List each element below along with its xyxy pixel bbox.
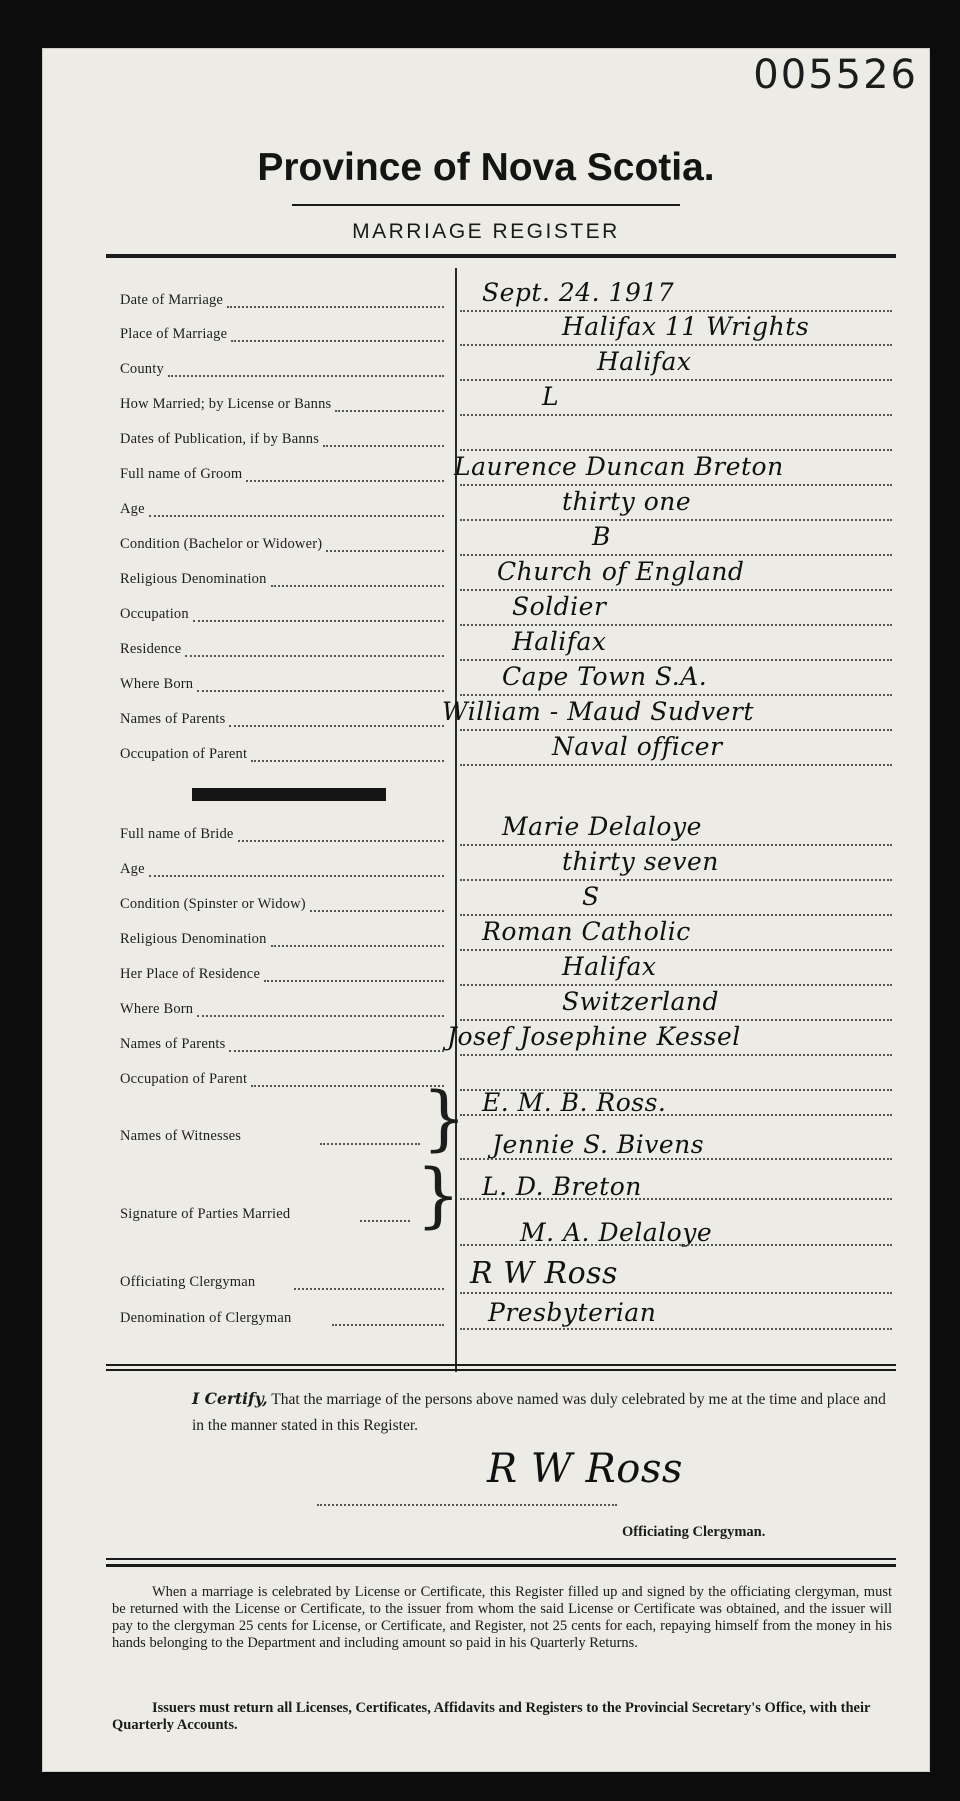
row-value: Roman Catholic xyxy=(482,917,691,946)
form-title: Province of Nova Scotia. xyxy=(257,146,715,189)
document-number: 005526 xyxy=(753,52,918,98)
row-value-line xyxy=(460,554,892,556)
row-value: Sept. 24. 1917 xyxy=(482,278,675,307)
row-value: Halifax xyxy=(512,627,607,656)
row-leader xyxy=(251,1085,444,1087)
register-form xyxy=(42,48,930,1772)
certify-signature-line xyxy=(317,1504,617,1506)
instructions-text: When a marriage is celebrated by License or Certificate, this Register filled up and signed by the officiating clergyman, must be returned with the License or Certificate, to the issuer from whom the said License or Certificate was obtained, and the issuer will pay to the clergyman 25 cents for License, or Certificate, and Register, not 25 cents for each, repaying himself from the money in his hands belonging to the Department and including amount so paid in his Quarterly Returns. xyxy=(112,1584,892,1651)
certify-rule-top-1 xyxy=(106,1364,896,1366)
signature-bride-line xyxy=(460,1244,892,1246)
row-value-line xyxy=(460,659,892,661)
row-label: Age xyxy=(120,501,145,517)
header-rule xyxy=(106,254,896,258)
row-label: Place of Marriage xyxy=(120,326,228,342)
denomination-clergyman-leader xyxy=(332,1324,444,1326)
row-value-line xyxy=(460,694,892,696)
row-label: Her Place of Residence xyxy=(120,966,261,982)
row-label: Religious Denomination xyxy=(120,931,267,947)
row-value: Church of England xyxy=(497,557,745,586)
witness-1-line xyxy=(460,1114,892,1116)
certify-rule-top-2 xyxy=(106,1369,896,1371)
row-leader xyxy=(326,550,444,552)
row-value-line xyxy=(460,379,892,381)
row-label: Occupation of Parent xyxy=(120,1071,248,1087)
certify-signature: R W Ross xyxy=(487,1446,683,1492)
row-value: Switzerland xyxy=(562,987,719,1016)
row-leader xyxy=(231,340,444,342)
row-value: Halifax 11 Wrights xyxy=(562,312,810,341)
instructions-rule-1 xyxy=(106,1558,896,1560)
row-value-line xyxy=(460,844,892,846)
row-value-line xyxy=(460,519,892,521)
row-label: Names of Parents xyxy=(120,711,226,727)
row-label: Where Born xyxy=(120,676,194,692)
row-leader xyxy=(264,980,444,982)
row-label: How Married; by License or Banns xyxy=(120,396,332,412)
row-value-line xyxy=(460,484,892,486)
row-value-line xyxy=(460,344,892,346)
row-leader xyxy=(168,375,444,377)
row-value-line xyxy=(460,1054,892,1056)
row-label: Occupation xyxy=(120,606,189,622)
witnesses-brace: } xyxy=(422,1077,467,1159)
witnesses-leader xyxy=(320,1143,420,1145)
officiating-clergyman-line xyxy=(460,1292,892,1294)
row-label: Dates of Publication, if by Banns xyxy=(120,431,320,447)
row-leader xyxy=(335,410,444,412)
instructions-notice: Issuers must return all Licenses, Certificates, Affidavits and Registers to the Provincial Secretary's Office, with their Quarterly Accounts. xyxy=(112,1700,871,1733)
witness-1: E. M. B. Ross. xyxy=(482,1088,667,1117)
row-value: Halifax xyxy=(597,347,692,376)
row-leader xyxy=(271,585,444,587)
row-leader xyxy=(271,945,444,947)
officiating-clergyman-label: Officiating Clergyman xyxy=(120,1274,256,1290)
row-label: Religious Denomination xyxy=(120,571,267,587)
row-leader xyxy=(246,480,444,482)
row-label: Names of Parents xyxy=(120,1036,226,1052)
row-leader xyxy=(227,306,444,308)
row-value-line xyxy=(460,914,892,916)
signature-groom: L. D. Breton xyxy=(482,1172,642,1201)
row-label: County xyxy=(120,361,164,377)
row-value-line xyxy=(460,949,892,951)
title-underline xyxy=(292,204,680,206)
row-label: Where Born xyxy=(120,1001,194,1017)
witness-2: Jennie S. Bivens xyxy=(492,1130,705,1159)
signature-bride: M. A. Delaloye xyxy=(520,1218,713,1247)
row-value: Soldier xyxy=(512,592,607,621)
row-leader xyxy=(238,840,444,842)
row-leader xyxy=(251,760,444,762)
row-label: Date of Marriage xyxy=(120,292,224,308)
row-leader xyxy=(197,690,444,692)
signatures-leader xyxy=(360,1220,410,1222)
row-value-line xyxy=(460,414,892,416)
row-value-line xyxy=(460,729,892,731)
row-value-line xyxy=(460,589,892,591)
row-label: Condition (Bachelor or Widower) xyxy=(120,536,323,552)
row-value-line xyxy=(460,764,892,766)
row-value: B xyxy=(592,522,611,551)
row-value: William - Maud Sudvert xyxy=(442,697,754,726)
row-value-line xyxy=(460,449,892,451)
certify-text: That the marriage of the persons above named was duly celebrated by me at the time and place and in the manner stated in this Register. xyxy=(192,1391,886,1434)
certify-heading: I Certify, xyxy=(192,1389,268,1408)
certify-signature-label: Officiating Clergyman. xyxy=(622,1524,766,1540)
row-leader xyxy=(197,1015,444,1017)
row-label: Age xyxy=(120,861,145,877)
row-value: thirty seven xyxy=(562,847,719,876)
row-value-line xyxy=(460,984,892,986)
row-leader xyxy=(323,445,444,447)
denomination-clergyman-label: Denomination of Clergyman xyxy=(120,1310,292,1326)
row-value: Cape Town S.A. xyxy=(502,662,708,691)
officiating-clergyman-leader xyxy=(294,1288,444,1290)
row-leader xyxy=(229,725,444,727)
denomination-clergyman-line xyxy=(460,1328,892,1330)
row-value-line xyxy=(460,624,892,626)
instructions-rule-2 xyxy=(106,1564,896,1567)
groom-bride-separator xyxy=(192,788,386,801)
row-leader xyxy=(229,1050,444,1052)
form-subtitle: MARRIAGE REGISTER xyxy=(352,220,620,243)
row-value: Naval officer xyxy=(552,732,723,761)
witness-2-line xyxy=(460,1158,892,1160)
officiating-clergyman-value: R W Ross xyxy=(470,1256,618,1291)
row-label: Full name of Groom xyxy=(120,466,243,482)
row-value: Laurence Duncan Breton xyxy=(454,452,784,481)
row-leader xyxy=(310,910,444,912)
row-leader xyxy=(185,655,444,657)
row-label: Occupation of Parent xyxy=(120,746,248,762)
row-value-line xyxy=(460,1019,892,1021)
denomination-clergyman-value: Presbyterian xyxy=(488,1298,657,1327)
signature-groom-line xyxy=(460,1198,892,1200)
certify-statement xyxy=(192,1386,892,1439)
row-value: Halifax xyxy=(562,952,657,981)
row-value: Josef Josephine Kessel xyxy=(447,1022,741,1051)
row-value: Marie Delaloye xyxy=(502,812,702,841)
row-value: thirty one xyxy=(562,487,692,516)
row-label: Residence xyxy=(120,641,182,657)
row-leader xyxy=(149,515,444,517)
witnesses-label: Names of Witnesses xyxy=(120,1128,242,1144)
row-value: L xyxy=(542,382,560,411)
row-leader xyxy=(193,620,444,622)
row-label: Full name of Bride xyxy=(120,826,234,842)
row-leader xyxy=(149,875,444,877)
row-label: Condition (Spinster or Widow) xyxy=(120,896,306,912)
signatures-brace: } xyxy=(416,1154,461,1236)
row-value: S xyxy=(582,882,600,911)
signatures-label: Signature of Parties Married xyxy=(120,1206,291,1222)
row-value-line xyxy=(460,879,892,881)
